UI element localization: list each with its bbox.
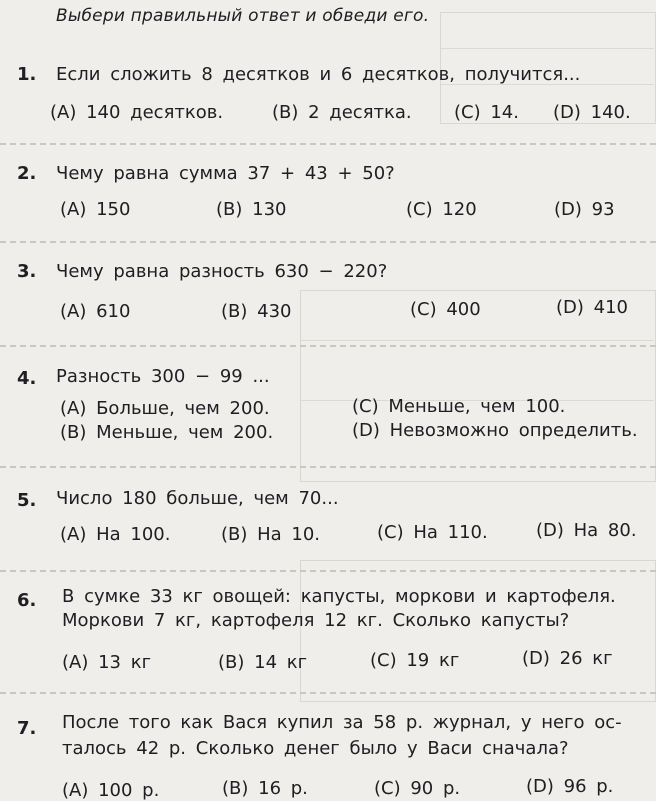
- bleed-through-line: [440, 48, 654, 49]
- option-c[interactable]: (C) 14.: [454, 102, 519, 123]
- question-divider: [0, 345, 656, 347]
- option-a[interactable]: (A) Больше, чем 200.: [60, 398, 270, 419]
- option-d[interactable]: (D) 93: [554, 199, 615, 220]
- option-b[interactable]: (B) 16 р.: [222, 778, 308, 799]
- option-b[interactable]: (B) 130: [216, 199, 287, 220]
- question-text: Чему равна разность 630 − 220?: [56, 261, 388, 282]
- option-b[interactable]: (B) 2 десятка.: [272, 102, 412, 123]
- option-a[interactable]: (A) 610: [60, 301, 131, 322]
- question-number: 7.: [17, 718, 37, 739]
- question-text: Разность 300 − 99 ...: [56, 366, 270, 387]
- option-a[interactable]: (A) 13 кг: [62, 652, 152, 673]
- option-c[interactable]: (C) 120: [406, 199, 477, 220]
- option-b[interactable]: (B) 430: [221, 301, 292, 322]
- question-number: 6.: [17, 590, 37, 611]
- question-text: Моркови 7 кг, картофеля 12 кг. Сколько капусты?: [62, 610, 570, 631]
- option-c[interactable]: (C) 90 р.: [374, 778, 461, 799]
- question-text: Если сложить 8 десятков и 6 десятков, получится...: [56, 64, 581, 85]
- bleed-through-line: [300, 340, 654, 341]
- question-text: талось 42 р. Сколько денег было у Васи сначала?: [62, 738, 569, 759]
- question-text: Число 180 больше, чем 70...: [56, 488, 339, 509]
- question-number: 3.: [17, 261, 37, 282]
- option-a[interactable]: (A) 150: [60, 199, 131, 220]
- option-d[interactable]: (D) 410: [556, 297, 628, 318]
- option-c[interactable]: (C) 19 кг: [370, 650, 460, 671]
- question-divider: [0, 143, 656, 145]
- option-c[interactable]: (C) Меньше, чем 100.: [352, 396, 566, 417]
- option-a[interactable]: (A) На 100.: [60, 524, 171, 545]
- option-c[interactable]: (C) 400: [410, 299, 481, 320]
- question-text: После того как Вася купил за 58 р. журнал, у него ос-: [62, 712, 622, 733]
- option-d[interactable]: (D) На 80.: [536, 520, 637, 541]
- option-b[interactable]: (B) Меньше, чем 200.: [60, 422, 274, 443]
- question-number: 4.: [17, 368, 37, 389]
- question-text: Чему равна сумма 37 + 43 + 50?: [56, 163, 395, 184]
- option-a[interactable]: (A) 140 десятков.: [50, 102, 224, 123]
- question-divider: [0, 241, 656, 243]
- question-divider: [0, 466, 656, 468]
- question-number: 1.: [17, 64, 37, 85]
- option-d[interactable]: (D) Невозможно определить.: [352, 420, 638, 441]
- question-number: 2.: [17, 163, 37, 184]
- question-divider: [0, 692, 656, 694]
- option-d[interactable]: (D) 96 р.: [526, 776, 614, 797]
- option-d[interactable]: (D) 26 кг: [522, 648, 613, 669]
- option-d[interactable]: (D) 140.: [553, 102, 631, 123]
- question-number: 5.: [17, 490, 37, 511]
- question-divider: [0, 570, 656, 572]
- option-b[interactable]: (B) 14 кг: [218, 652, 308, 673]
- option-b[interactable]: (B) На 10.: [221, 524, 321, 545]
- instruction-text: Выбери правильный ответ и обведи его.: [56, 6, 430, 26]
- bleed-through-box: [300, 560, 656, 702]
- option-a[interactable]: (A) 100 р.: [62, 780, 160, 801]
- option-c[interactable]: (C) На 110.: [377, 522, 488, 543]
- question-text: В сумке 33 кг овощей: капусты, моркови и картофеля.: [62, 586, 616, 607]
